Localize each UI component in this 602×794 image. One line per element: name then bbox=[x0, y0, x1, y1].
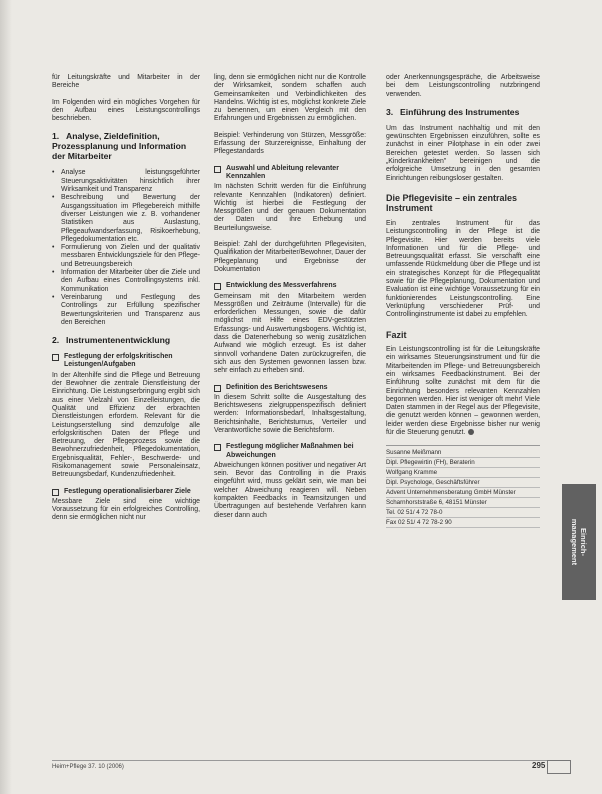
section-title-2: Instrumentenentwicklung bbox=[66, 335, 171, 346]
column-2 bbox=[214, 74, 366, 528]
pflegevisite-heading: Die Pflegevisite – ein zentrales Instrument bbox=[386, 192, 518, 214]
list-item: • Information der Mitarbeiter über die Ziele und den Aufbau eines Controllingsystems inkl. Kommunikation bbox=[52, 269, 200, 294]
list-item: • Beschreibung und Bewertung der Ausgangssituation im Pflegebereich mithilfe diverser Leistungen wie z. B. vorhandener Statistiken aus Auslastung, Pflegeaufwandserfassung, Risikoerhebung, Pflegedokumentation etc. bbox=[52, 194, 200, 244]
subsection-heading-leistungen: Festlegung der erfolgskritischen Leistungen/Aufgaben bbox=[52, 353, 200, 370]
subsection-heading-messverfahren: Entwicklung des Messverfahrens bbox=[214, 282, 366, 290]
subsection-text-leistungen: In der Altenhilfe sind die Pflege und Betreuung der Bewohner die zentrale Dienstleistung der Einrichtung. Die Leistungserbringung ergibt sich aus einer Vielzahl von Einzelleistungen, die Qualität und Effizienz der erbrachten Dienstleistungen erfordern. Relevant für die Leistungserstellung sind demzufolge alle erfolgskritischen Daten der Pflege und Betreuung, der Pflegeprozess sowie die Bewohnerzufriedenheit, Pflegedokumentation, Ergebnisqualität, Fehler-, Beschwerde- und Risikomanagement sowie Personaleinsatz, Betreuungsbedarf, Kundenzufriedenheit. bbox=[52, 371, 200, 479]
author2-role: Dipl. Psychologe, Geschäftsführer bbox=[386, 478, 540, 488]
list-item: • Formulierung von Zielen und der qualitativ messbaren Entwicklungsziele für den Pflege- und Betreuungsbereich bbox=[52, 244, 200, 269]
section-heading-3 bbox=[386, 107, 540, 117]
list-item: • Analyse leistungsgeführter Steuerungsaktivitäten hinsichtlich ihrer Wirksamkeit und Transparenz bbox=[52, 169, 200, 194]
section-heading-2 bbox=[52, 335, 200, 345]
fazit-heading: Fazit bbox=[386, 329, 407, 340]
fazit-text bbox=[386, 346, 540, 437]
journal-logo-icon bbox=[547, 760, 571, 774]
subsection-heading-kennzahlen: Auswahl und Ableitung relevanter Kennzahlen bbox=[214, 165, 366, 182]
page-edge-shadow bbox=[0, 0, 12, 794]
footer-rule bbox=[52, 760, 552, 761]
paragraph: oder Anerkennungsgespräche, die Arbeitsweise bei dem Leistungscontrolling nutzbringend verwenden. bbox=[386, 74, 540, 98]
section-number-2: 2. bbox=[52, 335, 60, 346]
footer-journal: Heim+Pflege 37. 10 (2006) bbox=[52, 764, 124, 770]
subsection-heading-berichtswesen: Definition des Berichtswesens bbox=[214, 384, 366, 392]
subsection-heading-massnahmen: Festlegung möglicher Maßnahmen bei Abweichungen bbox=[214, 443, 366, 460]
section-title-3: Einführung des Instrumentes bbox=[400, 106, 520, 117]
author-name: Susanne Meißmann bbox=[386, 448, 540, 458]
subsection-text-kennzahlen: Im nächsten Schritt werden für die Einführung relevante Kennzahlen (Indikatoren) definiert. Wichtig ist hierbei die Festlegung der Messgrößen und der genauen Dokumentation der Daten und ihre Erhebung und Beurteilungsweise. bbox=[214, 183, 366, 232]
subsection-text-berichtswesen: In diesem Schritt sollte die Ausgestaltung des Berichtswesens zielgruppenspezifisch definiert werden: Informationsbedarf, Inhaltsgestaltung, Berichtsinhalte, Berichtsturnus, Verteiler und Verantwortliche sowie die Berichtsform. bbox=[214, 393, 366, 434]
intro-paragraph-1: für Leitungskräfte und Mitarbeiter in der Bereiche bbox=[52, 74, 200, 90]
author2-name: Wolfgang Kramme bbox=[386, 468, 540, 478]
paragraph: ling, denn sie ermöglichen nicht nur die Kontrolle der Wirksamkeit, sondern schaffen auch Gemeinsamkeiten und Verbindlichkeiten des Handelns. Wichtig ist es, möglichst konkrete Ziele zu benennen, um einen Vergleich mit den Erfahrungen und Ergebnissen zu ermöglichen. bbox=[214, 74, 366, 123]
company-address: Scharnhorststraße 6, 48151 Münster bbox=[386, 498, 540, 508]
author-role: Dipl. Pflegewirtin (FH), Beraterin bbox=[386, 458, 540, 468]
author-box bbox=[386, 445, 540, 528]
analysis-list bbox=[52, 169, 200, 327]
subsection-heading-ziele: Festlegung operationalisierbarer Ziele bbox=[52, 488, 200, 496]
column-3 bbox=[386, 74, 540, 528]
column-1 bbox=[52, 74, 200, 531]
subsection-text-messverfahren: Gemeinsam mit den Mitarbeitern werden Messgrößen und Zeiträume (Intervalle) für die erforderlichen Messungen, sowie die dafür möglichst mit Hilfe eines EDV-gestützten Erfassungs- und Auswertungsbogens. Wichtig ist, dass die Datenerhebung so wenig zusätzlichen Aufwand wie möglich erzeugt. Es ist daher sinnvoll vorhandene Daten zurückzugreifen, die sich aus den Systemen gewonnen lassen bzw. sehr einfach zu erheben sind. bbox=[214, 292, 366, 375]
end-mark-icon bbox=[468, 429, 474, 435]
section-number-1: 1. bbox=[52, 131, 60, 142]
section-heading-1 bbox=[52, 131, 200, 161]
example-paragraph: Beispiel: Zahl der durchgeführten Pflegevisiten, Qualifikation der Mitarbeiter/Bewohner, Dauer der Pflegeplanung und Ergebnisse der Dokumentation bbox=[214, 241, 366, 273]
paragraph: Um das Instrument nachhaltig und mit den gewünschten Ergebnissen einzuführen, sollte es zunächst in einer Pilotphase in ein oder zwei Bereichen getestet werden. So lassen sich „Kinderkrankheiten" bereinigen und die erfolgreiche Umsetzung in den gesamten Einrichtungen reibungsloser gestalten. bbox=[386, 124, 540, 182]
company-fax: Fax 02 51/ 4 72 78-2 90 bbox=[386, 518, 540, 528]
pflegevisite-text: Ein zentrales Instrument für das Leistungscontrolling in der Pflege ist die Pflegevisite. Hier werden bereits viele Informationen und für die Pflege- und Betreuungsqualität erfasst. Sie verschafft eine umfassende Rückmeldung über die Pflege und ist ein strategisches Konzept für die Pflegequalität sowie für die Pflegeplanung, Dokumentation und Evaluation ist eine wichtige Voraussetzung für ein funktionierendes Leistungscontrolling. Eine Verknüpfung verschiedener Prüf- und Controllinginstrumente ist dabei zu empfehlen. bbox=[386, 219, 540, 319]
page-number: 295 bbox=[532, 761, 546, 770]
fazit-text-body: Ein Leistungscontrolling ist für die Leitungskräfte ein wirksames Steuerungsinstrument und für die Mitarbeitenden im Pflege- und Betreuungsbereich ein wirksames Feedbackinstrument. Bei der Einführung sollte zunächst mit dem für die Einrichtung besonders relevanten Kennzahlen begonnen werden. Hier ist weniger oft mehr! Viele Daten stammen in der Regel aus der Pflegevisite, die genutzt werden können – gewonnen werden, leider werden diese Ergebnisse bisher nur wenig für die Steuerung genutzt. bbox=[386, 346, 540, 436]
subsection-text-massnahmen: Abweichungen können positiver und negativer Art sein. Bevor das Controlling in die Praxis eingeführt wird, muss geklärt sein, wie man bei welcher Abweichung reagieren will. Neben kompakten Feedbacks in Teamsitzungen und Übertragungen auf bestehende Verfahren kann dieser dann auch bbox=[214, 461, 366, 519]
section-title-1: Analyse, Zieldefinition, Prozessplanung und Information der Mitarbeiter bbox=[52, 131, 187, 162]
section-side-tab bbox=[562, 484, 596, 600]
section-number-3: 3. bbox=[386, 106, 394, 117]
company-phone: Tel. 02 51/ 4 72 78-0 bbox=[386, 508, 540, 518]
subsection-text-ziele: Messbare Ziele sind eine wichtige Voraussetzung für ein erfolgreiches Controlling, denn sie ermöglichen nicht nur bbox=[52, 497, 200, 522]
list-item: • Vereinbarung und Festlegung des Controllings zur Erfüllung spezifischer Bewertungskriterien und Transparenz aus den Bereichen bbox=[52, 294, 200, 327]
example-paragraph: Beispiel: Verhinderung von Stürzen, Messgröße: Erfassung der Sturzereignisse, Einhaltung der Pflegestandards bbox=[214, 131, 366, 156]
company-name: Advent Unternehmensberatung GmbH Münster bbox=[386, 488, 540, 498]
intro-paragraph-2: Im Folgenden wird ein mögliches Vorgehen für den Aufbau eines Leistungscontrollings beschrieben. bbox=[52, 98, 200, 123]
side-tab-label: Einrich- management bbox=[570, 518, 588, 566]
